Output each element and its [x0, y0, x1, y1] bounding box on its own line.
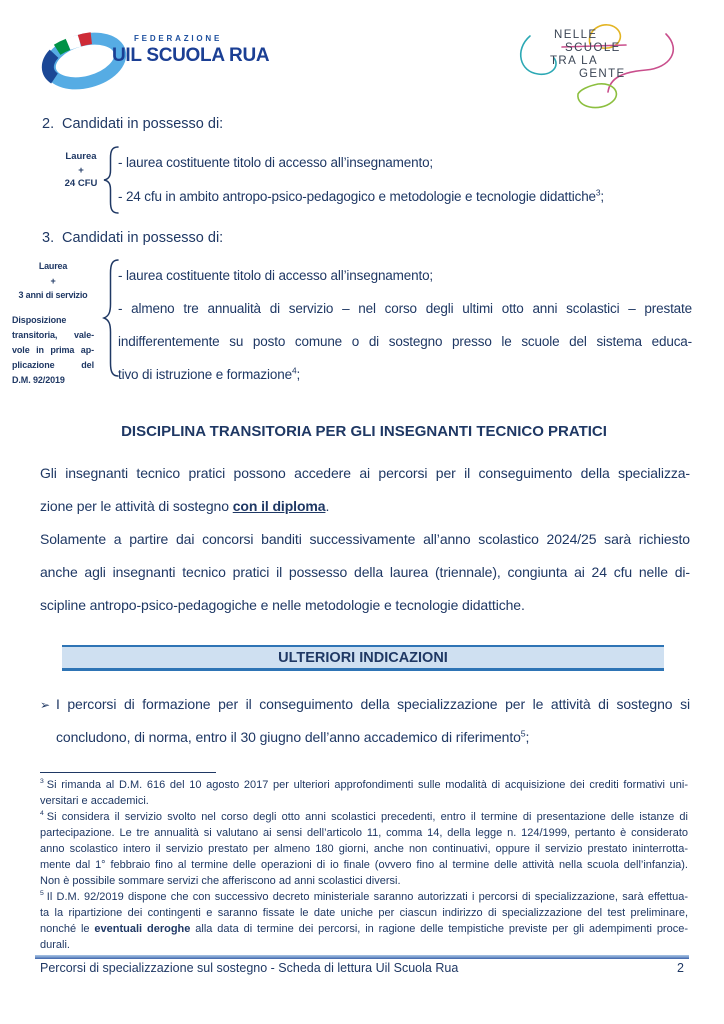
footnote-4-line2: partecipazione. Le tre annualità si valutano ai sensi dell’articolo 11, comma 14, della legge n. 124/1999, pertanto è considerato: [40, 827, 688, 839]
footnote-3-line2: versitari e accademici.: [40, 795, 149, 807]
item2-req-1: - laurea costituente titolo di accesso all’insegnamento;: [118, 155, 434, 170]
item3-req-2-line3: tivo di istruzione e formazione$^4$;: [118, 365, 301, 382]
body-paragraphs: [40, 457, 690, 622]
side-label-24cfu: 24 CFU: [64, 178, 98, 189]
swirl-curves-icon: [518, 16, 698, 111]
item3-requirements: [118, 259, 692, 391]
para1-line2: zione per le attività di sostegno con il diploma.: [40, 498, 330, 514]
footnote-4-line3: anno scolastico intero il servizio prestato per almeno 180 giorni, anche non continuativi, oppure il servizio prestato ininterrotta-: [40, 843, 688, 855]
item3-side-label: [12, 259, 94, 303]
bullet-line2: concludono, di norma, entro il 30 giugno dell’anno accademico di riferimento$^5$;: [56, 728, 530, 745]
side-note-line: plicazione del: [12, 360, 94, 370]
bullet-line1: ➢ I percorsi di formazione per il conseguimento della specializzazione per le attività di sostegno si: [40, 696, 690, 712]
item3-req-1: - laurea costituente titolo di accesso all’insegnamento;: [118, 268, 434, 283]
side-label-plus: +: [78, 164, 84, 176]
para2-line2: anche agli insegnanti tecnico pratici il possesso della laurea (triennale), congiunta ai 24 cfu nelle di-: [40, 564, 690, 580]
logo-word-gente: GENTE: [579, 68, 626, 80]
footer: [40, 961, 684, 975]
footnote-4-line1: $^4$ Si considera il servizio svolto nel corso degli otto anni scolastici precedenti, entro il termine di presentazione delle istanze di: [40, 810, 688, 823]
item3-heading: [42, 230, 223, 246]
logo-word-scuole: SCUOLE: [565, 42, 621, 54]
item2-heading: [42, 116, 223, 132]
footnote-3-line1: $^3$ Si rimanda al D.M. 616 del 10 agosto 2017 per ulteriori approfondimenti sulle modalità di acquisizione dei crediti formativi uni-: [40, 778, 688, 791]
uil-name-label: UIL SCUOLA RUA: [112, 45, 270, 66]
eventuali-deroghe-emphasis: eventuali deroghe: [94, 923, 191, 935]
item3-side-note: [12, 313, 94, 388]
item3-req-2-line1: - almeno tre annualità di servizio – nel corso degli ultimi otto anni scolastici – prestate: [118, 301, 692, 316]
side-label-laurea: Laurea: [65, 151, 97, 162]
footnote-5-line1: $^5$ Il D.M. 92/2019 dispone che con successivo decreto ministeriale saranno autorizzati i percorsi di specializzazione, sarà effettua-: [40, 890, 688, 903]
logo-word-nelle: NELLE: [554, 29, 598, 41]
section-title: DISCIPLINA TRANSITORIA PER GLI INSEGNANTI TECNICO PRATICI: [121, 423, 607, 440]
side-label-plus: +: [50, 275, 56, 286]
item2-req-2: - 24 cfu in ambito antropo-psico-pedagogico e metodologie e tecnologie didattiche$^3$;: [118, 187, 605, 204]
side-note-line: vole in prima ap-: [12, 345, 94, 355]
item2-requirements: [118, 146, 692, 214]
footer-document-title: Percorsi di specializzazione sul sostegno - Scheda di lettura Uil Scuola Rua: [40, 961, 459, 975]
footnote-ref-5: 5: [520, 728, 526, 739]
item3-req-2-line2: indifferentemente su posto comune o di sostegno presso le scuole del sistema educa-: [118, 334, 692, 349]
bullet-item: [40, 688, 690, 754]
arrow-bullet-icon: ➢: [40, 698, 50, 712]
item3-heading-text: Candidati in possesso di:: [62, 230, 224, 246]
side-note-line: Disposizione: [12, 315, 67, 325]
con-il-diploma-emphasis: con il diploma: [232, 498, 326, 514]
federation-label: FEDERAZIONE: [134, 34, 223, 43]
footnote-4-line4: mente dal 1° febbraio fino al termine delle operazioni di io finale (ovvero fino al termine delle attività nella scuola dell’infanzia).: [40, 859, 688, 871]
footer-rule: [35, 955, 689, 959]
footnote-ref-4: 4: [291, 365, 297, 376]
para2-line3: scipline antropo-psico-pedagogiche e nelle metodologie e tecnologie didattiche.: [40, 597, 525, 613]
side-label-laurea: Laurea: [38, 261, 68, 271]
footnote-5-line4: durali.: [40, 939, 70, 951]
footnote-5-line3: nonché le eventuali deroghe alla data di termine dei percorsi, in ragione delle tempistiche previste per gli adempimenti proce-: [40, 923, 688, 935]
footnotes: [40, 772, 688, 953]
footnote-ref-3: 3: [595, 187, 601, 198]
para1-line1: Gli insegnanti tecnico pratici possono accedere ai percorsi per il conseguimento della specializza-: [40, 465, 690, 481]
uil-scuola-rua-logo: [40, 24, 340, 96]
footnote-4-line5: Non è possibile sommare servizi che afferiscono ad anni scolastici diversi.: [40, 875, 401, 887]
item3-number: 3.: [42, 230, 55, 246]
para2-line1: Solamente a partire dai concorsi banditi successivamente all’anno scolastico 2024/25 sarà richiesto: [40, 531, 690, 547]
item2-number: 2.: [42, 116, 55, 132]
ulteriori-indicazioni-banner: ULTERIORI INDICAZIONI: [62, 645, 664, 671]
footnote-5-line2: ta la ripartizione dei contingenti e saranno fissate le date uniche per ciascun indirizzo di specializzazione del test preliminare,: [40, 907, 688, 919]
uil-logo-text: [112, 34, 269, 67]
side-note-line: D.M. 92/2019: [12, 375, 65, 385]
nelle-scuole-tra-la-gente-logo: [518, 16, 698, 111]
footnote-separator: [40, 772, 216, 773]
side-note-line: transitoria, vale-: [12, 330, 94, 340]
side-label-servizio: 3 anni di servizio: [18, 290, 88, 300]
page-number: 2: [677, 961, 684, 975]
item2-heading-text: Candidati in possesso di:: [62, 116, 224, 132]
logo-word-tra-la: TRA LA: [550, 55, 599, 67]
